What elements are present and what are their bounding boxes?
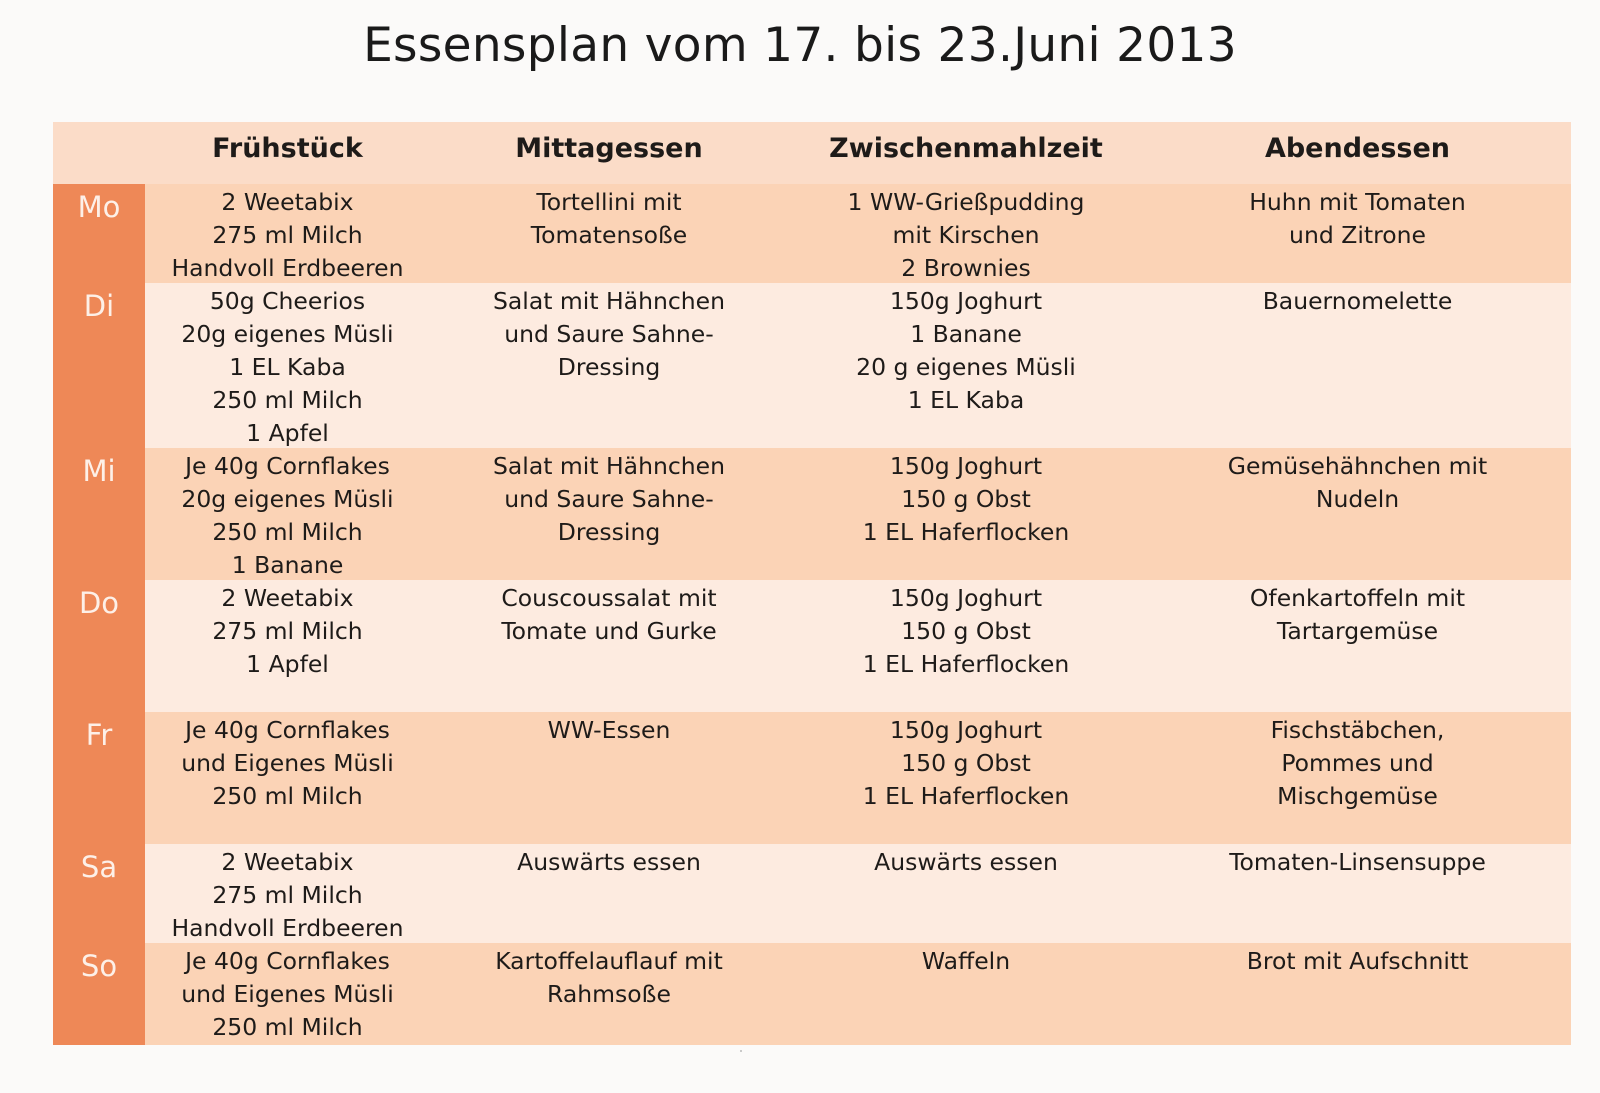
day-label-so: So [53,943,145,1045]
header-corner [53,122,145,184]
cell-so-mittagessen: Kartoffelauflauf mit Rahmsoße [430,943,788,1045]
scan-speck [740,1050,742,1052]
cell-fr-fruehstueck: Je 40g Cornflakes und Eigenes Müsli 250 ml Milch [145,712,430,844]
meal-plan-table [53,122,1571,1045]
cell-mo-abendessen: Huhn mit Tomaten und Zitrone [1144,184,1571,283]
column-header-zwischenmahlzeit: Zwischenmahlzeit [788,122,1144,184]
day-label-fr: Fr [53,712,145,844]
day-label-sa: Sa [53,844,145,943]
column-header-mittagessen: Mittagessen [430,122,788,184]
day-label-di: Di [53,283,145,448]
cell-so-zwischenmahlzeit: Waffeln [788,943,1144,1045]
cell-so-abendessen: Brot mit Aufschnitt [1144,943,1571,1045]
cell-sa-zwischenmahlzeit: Auswärts essen [788,844,1144,943]
cell-di-mittagessen: Salat mit Hähnchen und Saure Sahne- Dressing [430,283,788,448]
cell-mo-zwischenmahlzeit: 1 WW-Grießpudding mit Kirschen 2 Brownies [788,184,1144,283]
page-title: Essensplan vom 17. bis 23.Juni 2013 [363,18,1237,73]
cell-do-fruehstueck: 2 Weetabix 275 ml Milch 1 Apfel [145,580,430,712]
cell-fr-mittagessen: WW-Essen [430,712,788,844]
cell-sa-abendessen: Tomaten-Linsensuppe [1144,844,1571,943]
cell-sa-mittagessen: Auswärts essen [430,844,788,943]
day-label-do: Do [53,580,145,712]
cell-mi-zwischenmahlzeit: 150g Joghurt 150 g Obst 1 EL Haferflocken [788,448,1144,580]
cell-so-fruehstueck: Je 40g Cornflakes und Eigenes Müsli 250 ml Milch [145,943,430,1045]
cell-fr-zwischenmahlzeit: 150g Joghurt 150 g Obst 1 EL Haferflocken [788,712,1144,844]
column-header-abendessen: Abendessen [1144,122,1571,184]
cell-mi-abendessen: Gemüsehähnchen mit Nudeln [1144,448,1571,580]
cell-di-abendessen: Bauernomelette [1144,283,1571,448]
cell-di-fruehstueck: 50g Cheerios 20g eigenes Müsli 1 EL Kaba 250 ml Milch 1 Apfel [145,283,430,448]
day-label-mi: Mi [53,448,145,580]
cell-mo-fruehstueck: 2 Weetabix 275 ml Milch Handvoll Erdbeeren [145,184,430,283]
day-label-mo: Mo [53,184,145,283]
cell-mo-mittagessen: Tortellini mit Tomatensoße [430,184,788,283]
cell-do-zwischenmahlzeit: 150g Joghurt 150 g Obst 1 EL Haferflocken [788,580,1144,712]
cell-di-zwischenmahlzeit: 150g Joghurt 1 Banane 20 g eigenes Müsli 1 EL Kaba [788,283,1144,448]
cell-mi-fruehstueck: Je 40g Cornflakes 20g eigenes Müsli 250 ml Milch 1 Banane [145,448,430,580]
cell-sa-fruehstueck: 2 Weetabix 275 ml Milch Handvoll Erdbeeren [145,844,430,943]
column-header-fruehstueck: Frühstück [145,122,430,184]
cell-mi-mittagessen: Salat mit Hähnchen und Saure Sahne- Dressing [430,448,788,580]
cell-do-mittagessen: Couscoussalat mit Tomate und Gurke [430,580,788,712]
cell-do-abendessen: Ofenkartoffeln mit Tartargemüse [1144,580,1571,712]
cell-fr-abendessen: Fischstäbchen, Pommes und Mischgemüse [1144,712,1571,844]
